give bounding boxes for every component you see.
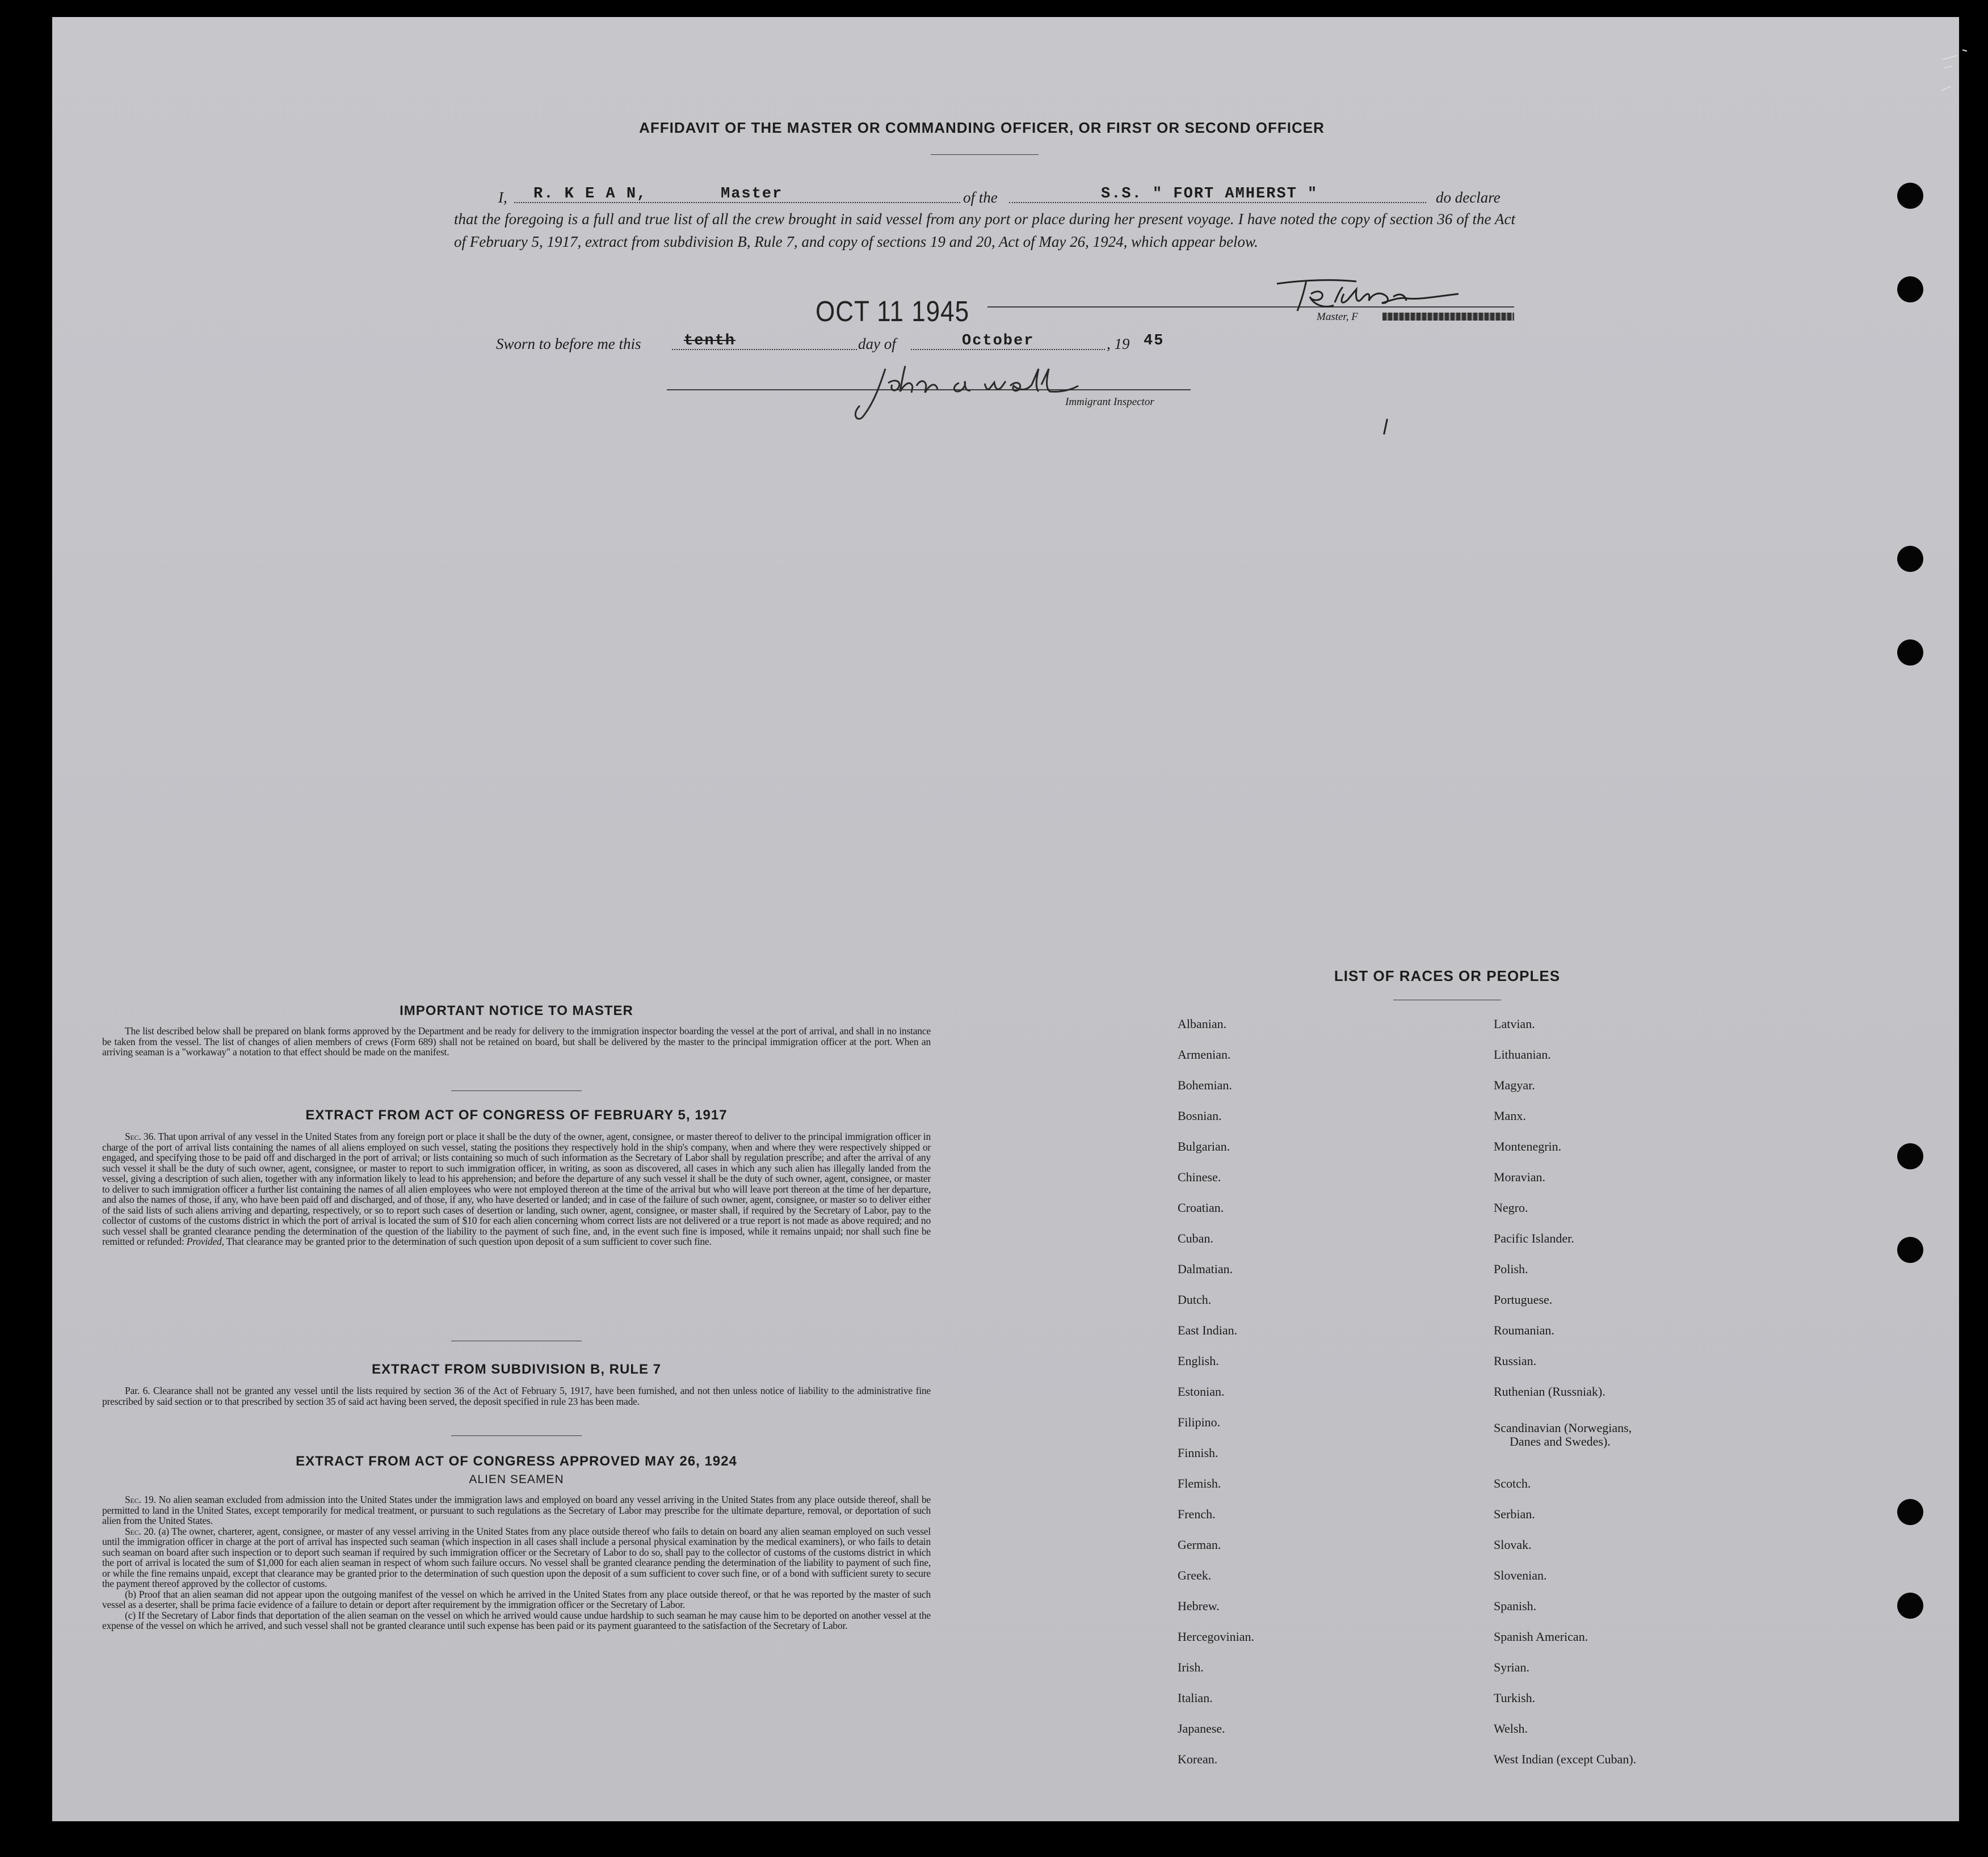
race-item: Bulgarian. xyxy=(1178,1139,1230,1153)
race-item: Scotch. xyxy=(1494,1476,1531,1490)
race-item: German. xyxy=(1178,1538,1221,1552)
race-item: Cuban. xyxy=(1178,1231,1213,1245)
race-item: Irish. xyxy=(1178,1660,1204,1674)
race-item: Bohemian. xyxy=(1178,1078,1232,1092)
race-item: Filipino. xyxy=(1178,1415,1221,1429)
race-item: Dutch. xyxy=(1178,1292,1212,1307)
rule7-rule xyxy=(451,1435,582,1436)
of-the-label: of the xyxy=(963,189,998,206)
extract-1924-subheading: ALIEN SEAMEN xyxy=(469,1473,564,1486)
race-item: West Indian (except Cuban). xyxy=(1494,1752,1637,1766)
sec-36-label: Sec. 36. xyxy=(125,1131,156,1142)
rule7-text: Par. 6. Clearance shall not be granted any vessel until the lists required by section 36 of the Act of February 5, 1917, have been furnished, and not then unless notice of liability to the administrative fine prescribed by said section or to that prescribed by section 35 of said act having been served, the deposit specified in rule 23 has been made. xyxy=(102,1385,931,1407)
race-item: Welsh. xyxy=(1494,1721,1528,1736)
extract-1917-heading: EXTRACT FROM ACT OF CONGRESS OF FEBRUARY 5, 1917 xyxy=(305,1108,728,1123)
race-item: Hebrew. xyxy=(1178,1599,1220,1613)
sworn-day: tenth xyxy=(684,332,736,349)
sworn-month: October xyxy=(962,332,1035,349)
race-item: Pacific Islander. xyxy=(1494,1231,1574,1245)
inspector-label: Immigrant Inspector xyxy=(1065,396,1154,408)
extract-1917-text xyxy=(102,1131,931,1247)
race-item: Bosnian. xyxy=(1178,1109,1222,1123)
punch-hole xyxy=(1897,183,1923,209)
races-heading: LIST OF RACES OR PEOPLES xyxy=(1334,967,1561,984)
year-prefix: , 19 xyxy=(1107,335,1130,352)
race-item: Spanish. xyxy=(1494,1599,1537,1613)
provided-label: Provided, xyxy=(186,1236,224,1247)
race-item: Korean. xyxy=(1178,1752,1218,1766)
vessel-name: S.S. " FORT AMHERST " xyxy=(1101,186,1318,203)
race-item: Chinese. xyxy=(1178,1170,1221,1184)
race-item: Albanian. xyxy=(1178,1017,1227,1031)
sworn-year: 45 xyxy=(1144,332,1165,349)
do-declare-label: do declare xyxy=(1436,189,1501,206)
race-item: Finnish. xyxy=(1178,1446,1218,1460)
punch-hole xyxy=(1897,1499,1923,1525)
sec-36-tail: That clearance may be granted prior to the determination of such question upon deposit of a sum sufficient to cover such fine. xyxy=(226,1236,712,1247)
rule7-heading: EXTRACT FROM SUBDIVISION B, RULE 7 xyxy=(371,1362,662,1377)
race-item: Italian. xyxy=(1178,1691,1213,1705)
sec-20a-body: (a) The owner, charterer, agent, consignee, or master of any vessel arriving in the United States from any place outside thereof who fails to detain on board any alien seaman employed on such vessel until the immigration officer in charge at the port of arrival has inspected such seaman (which inspection in all cases shall include a personal physical examination by the medical examiners), or who fails to detain such seaman on board after such inspection or to deport such seaman if required by such immigration officer or the Secretary of Labor to do so, shall pay to the collector of customs of the customs district in which the port of arrival is located the sum of $1,000 for each alien seaman in respect of whom such failure occurs. No vessel shall be granted clearance pending the determination of the liability to payment of such fine, or while the fine remains unpaid, except that clearance may be granted prior to the determination of such question upon the deposit of a sum sufficient to cover such fine, or of a bond with sufficient surety to secure the payment thereof approved by the collector of customs. xyxy=(102,1525,931,1589)
inspector-signature xyxy=(846,352,1135,426)
race-item: Negro. xyxy=(1494,1201,1528,1215)
corner-marks xyxy=(1940,34,1979,102)
race-item: Croatian. xyxy=(1178,1201,1224,1215)
race-item: Hercegovinian. xyxy=(1178,1629,1254,1644)
punch-hole xyxy=(1897,639,1923,666)
sec-19-label: Sec. 19. xyxy=(125,1494,156,1505)
declaration-body: that the foregoing is a full and true list of all the crew brought in said vessel from any port or place during her present voyage. I have noted the copy of section 36 of the Act of February 5, 1917, extract from subdivision B, Rule 7, and copy of sections 19 and 20, Act of May 26, 1924, which appear below. xyxy=(454,210,1515,250)
race-item: Serbian. xyxy=(1494,1507,1535,1521)
declaration-i: I, xyxy=(498,189,507,206)
race-item: Latvian. xyxy=(1494,1017,1535,1031)
race-item: Greek. xyxy=(1178,1568,1212,1582)
race-item: Russian. xyxy=(1494,1354,1537,1368)
race-item: Dalmatian. xyxy=(1178,1262,1233,1276)
punch-hole xyxy=(1897,1143,1923,1169)
race-item: Spanish American. xyxy=(1494,1629,1588,1644)
extract-1924-heading: EXTRACT FROM ACT OF CONGRESS APPROVED MAY 26, 1924 xyxy=(296,1454,737,1469)
race-item: East Indian. xyxy=(1178,1323,1238,1337)
extract-1924-text xyxy=(102,1494,931,1631)
race-item: Montenegrin. xyxy=(1494,1139,1562,1153)
day-of-label: day of xyxy=(858,335,896,352)
punch-hole xyxy=(1897,546,1923,572)
sworn-label: Sworn to before me this xyxy=(496,335,641,352)
sec-19-body: No alien seaman excluded from admission into the United States under the immigration laws and employed on board any vessel arriving in the United States from any place outside thereof, shall be permitted to land in the United States, except temporarily for medical treatment, or pursuant to such regulations as the Secretary of Labor may prescribe for the ultimate departure, removal, or deportation of such alien from the United States. xyxy=(102,1494,931,1526)
punch-hole xyxy=(1897,1237,1923,1263)
race-item: Roumanian. xyxy=(1494,1323,1554,1337)
sec-20-label: Sec. 20. xyxy=(125,1525,156,1537)
master-label: Master, F xyxy=(1317,311,1358,323)
sec-36-body: That upon arrival of any vessel in the United States from any foreign port or place it shall be the duty of the owner, agent, consignee, or master thereof to deliver to the principal immigration officer in charge of the port of arrival lists containing the names of all aliens employed on such vessel, stating the positions they respectively hold in the ship's company, when and where they were respectively shipped or engaged, and specifying those to be paid off and discharged in the port of arrival; or lists containing so much of such information as the Secretary of Labor shall by regulation prescribe; and after the arrival of any such vessel it shall be the duty of such owner, agent, consignee, or master to report to such immigration officer, in writing, as soon as discovered, all cases in which any such alien has illegally landed from the vessel, giving a description of such alien, together with any information likely to lead to his apprehension; and before the departure of any such vessel it shall be the duty of such owner, agent, consignee, or master to deliver to such immigration officer a further list containing the names of all alien employees who were not employed thereon at the time of the arrival but who will leave port thereon at the time of her departure, and also the names of those, if any, who have been paid off and discharged, and of those, if any, who have deserted or landed; and in case of the failure of such owner, agent, consignee, or master so to deliver either of the said lists of such aliens arriving and departing, respectively, or so to report such cases of desertion or landing, such owner, agent, consignee, or master shall, if required by the Secretary of Labor, pay to the collector of customs of the customs district in which the port of arrival is located the sum of $10 for each alien concerning whom correct lists are not delivered or a true report is not made as above required; and no such vessel shall be granted clearance pending the determination of the question of the liability to the payment of such fine, and, in the event such fine is imposed, while it remains unpaid; nor shall such fine be remitted or refunded: xyxy=(102,1131,931,1247)
race-item: Ruthenian (Russniak). xyxy=(1494,1384,1605,1399)
notice-heading: IMPORTANT NOTICE TO MASTER xyxy=(400,1003,633,1018)
race-item: Magyar. xyxy=(1494,1078,1535,1092)
sec-20b-body: (b) Proof that an alien seaman did not appear upon the outgoing manifest of the vessel on which he arrived in the United States from any place outside thereof, or that he was reported by the master of such vessel as a deserter, shall be prima facie evidence of a failure to detain or deport after requirement by the immigration officer or the Secretary of Labor. xyxy=(102,1588,931,1610)
sec-20c-body: (c) If the Secretary of Labor finds that deportation of the alien seaman on the vessel on which he arrived would cause undue hardship to such seaman he may cause him to be deported on another vessel at the expense of the vessel on which he arrived, and such vessel shall not be granted clearance until such expense has been paid or its payment guaranteed to the satisfaction of the Secretary of Labor. xyxy=(102,1609,931,1631)
race-item: Japanese. xyxy=(1178,1721,1225,1736)
race-item: Portuguese. xyxy=(1494,1292,1553,1307)
affidavit-title: AFFIDAVIT OF THE MASTER OR COMMANDING OFFICER, OR FIRST OR SECOND OFFICER xyxy=(639,119,1325,136)
race-item: Lithuanian. xyxy=(1494,1047,1551,1062)
race-item: Estonian. xyxy=(1178,1384,1225,1399)
master-name: R. K E A N, xyxy=(533,186,648,203)
race-item: Moravian. xyxy=(1494,1170,1546,1184)
race-item: Danes and Swedes). xyxy=(1510,1434,1611,1448)
notice-rule xyxy=(451,1090,582,1091)
punch-hole xyxy=(1897,1593,1923,1619)
race-item: French. xyxy=(1178,1507,1216,1521)
punch-hole xyxy=(1897,276,1923,302)
master-rank: Master xyxy=(721,186,783,203)
race-item: Slovak. xyxy=(1494,1538,1532,1552)
notice-text: The list described below shall be prepared on blank forms approved by the Department and be ready for delivery to the immigration inspector boarding the vessel at the port of arrival, and shall in no instance be taken from the vessel. The list of changes of alien members of crews (Form 689) shall not be retained on board, but shall be delivered by the master to the principal immigration officer at the port. When an arriving seaman is a "workaway" a notation to that effect should be made on the manifest. xyxy=(102,1025,931,1058)
race-item: Manx. xyxy=(1494,1109,1526,1123)
race-item: Armenian. xyxy=(1178,1047,1231,1062)
race-item: Syrian. xyxy=(1494,1660,1529,1674)
race-item: English. xyxy=(1178,1354,1219,1368)
struck-officer-title xyxy=(1382,313,1514,321)
race-item: Flemish. xyxy=(1178,1476,1221,1490)
race-item: Turkish. xyxy=(1494,1691,1536,1705)
race-item: Slovenian. xyxy=(1494,1568,1547,1582)
received-date-stamp: OCT 11 1945 xyxy=(816,296,970,328)
title-rule xyxy=(931,154,1039,155)
race-item: Polish. xyxy=(1494,1262,1528,1276)
race-item: Scandinavian (Norwegians, xyxy=(1494,1421,1632,1435)
master-signature xyxy=(1271,271,1476,317)
